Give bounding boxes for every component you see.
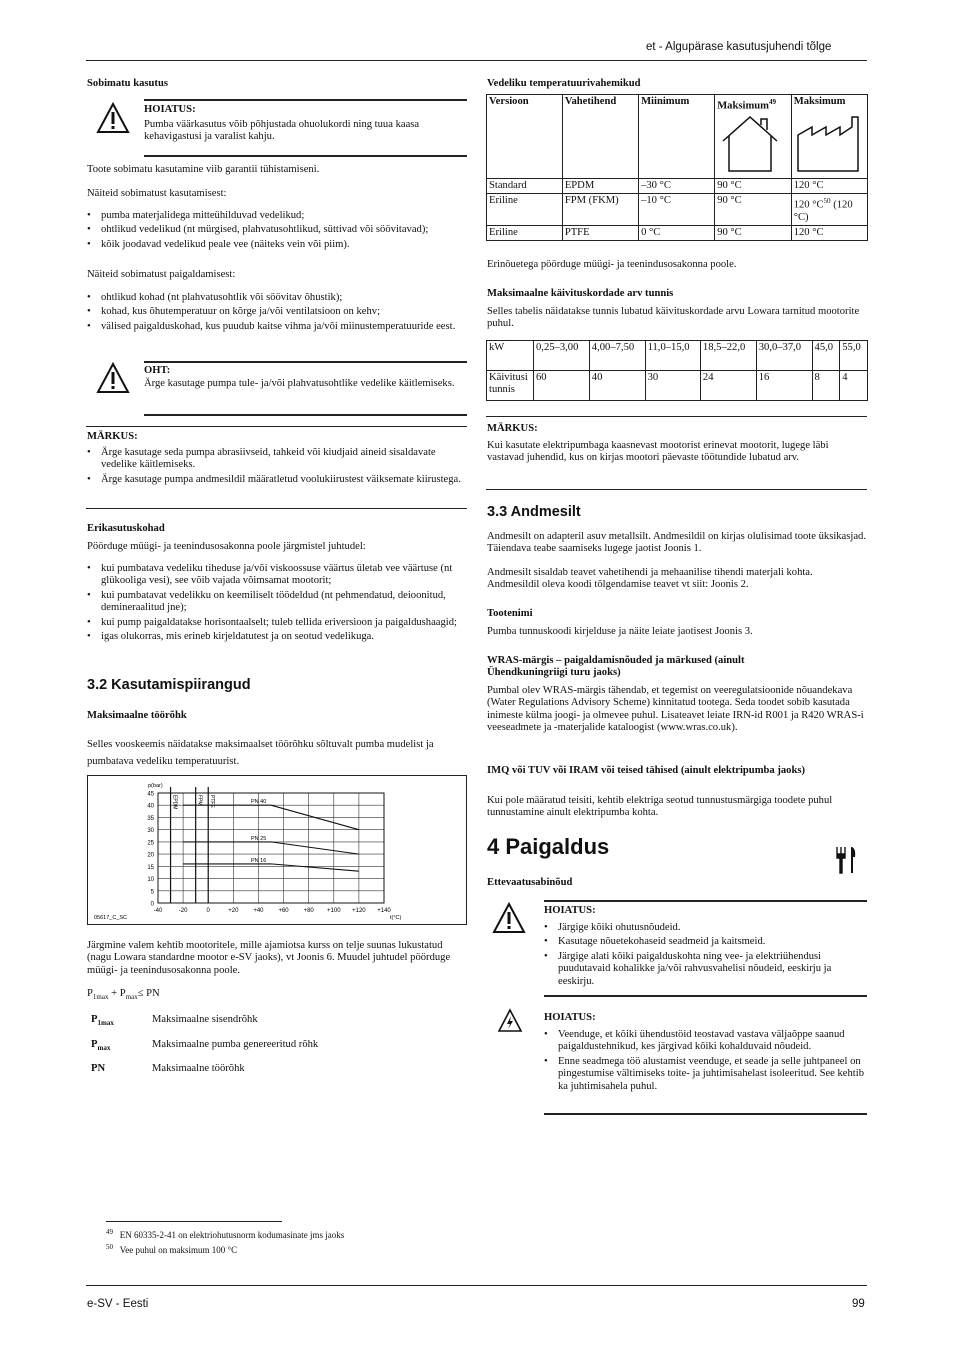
starts-title: Maksimaalne käivituskordade arv tunnis	[487, 288, 674, 299]
factory-icon	[794, 113, 864, 175]
note2-rule-top	[486, 416, 867, 417]
legend-symbol: PN	[91, 1063, 106, 1075]
plate-p2: Andmesilt sisaldab teavet vahetihendi ja mehaanilise tihendi materjali kohta. Andmesildil oleva koodi tõlgendamise teavet vt siit: Joonis 2.	[487, 567, 813, 591]
table-row	[487, 179, 868, 194]
table-cell: 18,5–22,0	[700, 341, 756, 371]
temp-table	[486, 94, 868, 241]
table-cell: 55,0	[840, 341, 868, 371]
temp-note: Erinõuetega pöörduge müügi- ja teenindusosakonna poole.	[487, 259, 737, 270]
series-label: PN 16	[251, 857, 267, 864]
house-icon	[719, 113, 781, 175]
material-label: EPDM	[171, 795, 178, 810]
install-list	[87, 292, 462, 335]
legend-desc: Maksimaalne töörõhk	[152, 1063, 245, 1075]
danger-title: OHT:	[144, 365, 171, 376]
list-item: • kui pumbatava vedeliku tiheduse ja/või viskoossuse väärtus ületab vee väärtuse (nt glükooliga vesi), see võib vajada võimsamat mootorit;	[87, 563, 465, 588]
warn2-title: HOIATUS:	[544, 905, 596, 916]
table-cell: 4,00–7,50	[589, 341, 645, 371]
warranty-text: Toote sobimatu kasutamine viib garantii tühistamiseni.	[87, 164, 320, 175]
warn2-rule-top	[544, 900, 867, 902]
page-number: 99	[852, 1298, 865, 1310]
chart-code: 05617_C_SC	[94, 915, 128, 921]
product-name-text: Pumba tunnuskoodi kirjelduse ja näite leiate jaotisest Joonis 3.	[487, 626, 753, 637]
legend-desc: Maksimaalne sisendrõhk	[152, 1014, 258, 1025]
table-cell: 16	[756, 371, 812, 401]
header-rule	[86, 60, 867, 61]
table-cell: 40	[589, 371, 645, 401]
warning1-text: Pumba väärkasutus võib põhjustada ohuolukordi ning tuua kaasa kehavigastusi ja varalist kahju.	[144, 119, 420, 143]
note2-text: Kui kasutate elektripumbaga kaasnevast mootorist erinevat mootorit, lugege läbi vastavad juhendid, kus on kirjas mootori päevaste töötundide lubatud arv.	[487, 440, 829, 464]
special-intro: Pöörduge müügi- ja teenindusosakonna poole järgmistel juhtudel:	[87, 541, 366, 552]
table-cell: 11,0–15,0	[645, 341, 700, 371]
table-cell: 120 °C	[791, 225, 867, 240]
product-name-title: Tootenimi	[487, 608, 533, 619]
table-cell: EPDM	[562, 179, 638, 194]
list-item: • Ärge kasutage seda pumpa abrasiivseid, tahkeid või kiudjaid aineid sisaldavate vedelike käitlemiseks.	[87, 447, 467, 472]
section-3-2-heading: 3.2 Kasutamispiirangud	[87, 677, 251, 693]
table-cell: 45,0	[812, 341, 840, 371]
table-row	[487, 225, 868, 240]
series-line	[183, 864, 359, 871]
tools-icon	[834, 845, 858, 875]
table-header-cell: Vahetihend	[562, 95, 638, 179]
x-tick-label: -40	[153, 908, 163, 914]
x-tick-label: 0	[206, 908, 210, 914]
special-list	[87, 563, 465, 645]
warn2-list	[544, 922, 867, 990]
table-cell: 30	[645, 371, 700, 401]
list-item: • välised paigalduskohad, kus puudub kaitse vihma ja/või miinustemperatuuride eest.	[87, 321, 462, 333]
plate-p1: Andmesilt on adapteril asuv metallsilt. Andmesildil on kirjas olulisimad toote üksikasjad. Täiendava teabe saamiseks lugege jaotist Joonis 1.	[487, 531, 866, 555]
table-cell: 120 $^\circ C^{50}$ (120 °C)	[791, 194, 867, 226]
table-cell: –30 °C	[639, 179, 715, 194]
table-cell: 90 °C	[715, 225, 792, 240]
note-title: MÄRKUS:	[87, 431, 138, 442]
y-tick-label: 45	[147, 791, 154, 798]
series-line	[183, 842, 359, 854]
y-tick-label: 10	[147, 877, 154, 884]
list-item: • ohtlikud vedelikud (nt mürgised, plahvatusohtlikud, süttivad või söövitavad);	[87, 224, 462, 236]
y-tick-label: 15	[147, 864, 154, 871]
list-item: • Järgige kõiki ohutusnõudeid.	[544, 922, 867, 934]
table-cell: kW	[487, 341, 534, 371]
x-tick-label: +120	[352, 908, 366, 914]
list-item: • kui pumbatavat vedelikku on keemiliselt töödeldud (nt pehmendatud, deioonitud, demineraalitud jne);	[87, 590, 465, 615]
table-row	[487, 341, 868, 371]
note-rule-bottom	[86, 508, 467, 509]
list-item: • kõik joodavad vedelikud peale vee (näiteks vein või piim).	[87, 239, 462, 251]
list-item: • igas olukorras, mis erineb kirjeldatutest ja on seotud vedelikuga.	[87, 631, 465, 643]
table-header-cell: Versioon	[487, 95, 563, 179]
legend-row	[91, 1063, 461, 1075]
table-row	[487, 194, 868, 226]
table-cell: 120 °C	[791, 179, 867, 194]
legend-table	[91, 1014, 461, 1075]
list-item: • Enne seadmega töö alustamist veenduge, et seade ja selle juhtpaneel on pingestumise vältimiseks toite- ja juhtimisahelast isoleeritud. See kehtib ka juhtimisahela puhul.	[544, 1056, 867, 1093]
table-header-row	[487, 95, 868, 179]
footnotes	[106, 1227, 344, 1256]
note-rule-top	[86, 426, 467, 427]
table-cell: 24	[700, 371, 756, 401]
wras-text: Pumbal olev WRAS-märgis tähendab, et tegemist on veeregulatsioonide nõuandekava (Water Regulations Advisory Scheme) kinnitatud tootega. Seda toodet sobib kasutada inimeste külma joogi- ja olmevee puhul. Lisateavet leiate IRN-id R001 ja R420 WRAS-i veeseadmete ja -materjalide kataloogist (www.wras.co.uk).	[487, 685, 864, 734]
table-cell: 90 °C	[715, 179, 792, 194]
precautions-title: Ettevaatusabinõud	[487, 877, 573, 888]
section-4-heading: 4 Paigaldus	[487, 834, 610, 859]
legend-row	[91, 1039, 461, 1055]
special-title: Erikasutuskohad	[87, 523, 165, 534]
material-label: PTFE	[209, 795, 216, 808]
footnote: $^{50}$ Vee puhul on maksimum 100 °C	[106, 1242, 238, 1255]
footnote-rule	[106, 1221, 282, 1222]
list-item: • kui pump paigaldatakse horisontaalselt; tuleb tellida eriversioon ja paigaldushaagid;	[87, 617, 465, 629]
danger-rule-top	[144, 361, 467, 363]
legend-symbol: $P_{max}$	[91, 1038, 111, 1052]
note2-title: MÄRKUS:	[487, 423, 538, 434]
x-tick-label: +140	[377, 908, 391, 914]
footer-left: e-SV - Eesti	[87, 1298, 149, 1310]
section-3-3-heading: 3.3 Andmesilt	[487, 504, 581, 520]
legend-symbol: $P_{1max}$	[91, 1014, 114, 1028]
page-header: et - Algupärase kasutusjuhendi tõlge	[646, 41, 832, 53]
x-tick-label: -20	[178, 908, 188, 914]
table-cell: 0 °C	[639, 225, 715, 240]
table-cell: 8	[812, 371, 840, 401]
warning-triangle-icon	[492, 902, 526, 934]
danger-triangle-icon	[96, 362, 130, 394]
starts-table	[486, 340, 868, 401]
danger-rule-bottom	[144, 414, 467, 416]
y-tick-label: 30	[147, 828, 154, 835]
y-tick-label: 5	[150, 889, 154, 896]
starts-text: Selles tabelis näidatakse tunnis lubatud käivituskordade arvu Lowara tarnitud mootorite puhul.	[487, 306, 860, 330]
table-cell: FPM (FKM)	[562, 194, 638, 226]
footnote: $^{49}$ EN 60335-2-41 on elektriohutusnorm kodumasinate jms jaoks	[106, 1228, 345, 1240]
warning1-title: HOIATUS:	[144, 104, 196, 115]
note-list	[87, 447, 467, 488]
y-tick-label: 35	[147, 815, 154, 822]
x-tick-label: +60	[278, 908, 289, 914]
maxpressure-text: Selles vooskeemis näidatakse maksimaalset töörõhku sõltuvalt pumba mudelist ja pumbatava vedeliku temperatuurist.	[87, 739, 434, 767]
x-tick-label: +40	[253, 908, 264, 914]
list-item: • kohad, kus õhutemperatuur on kõrge ja/või ventilatsioon on kehv;	[87, 306, 462, 318]
table-cell: 0,25–3,00	[534, 341, 590, 371]
x-tick-label: +100	[327, 908, 341, 914]
pressure-chart	[88, 776, 464, 922]
imq-text: Kui pole määratud teisiti, kehtib elektriga seotud tunnustusmärgiga toodete puhul tunnustamine ainult elektripumba kohta.	[487, 795, 833, 819]
formula: $P_{1max} + P_{max}\le$ PN	[87, 988, 160, 1002]
table-header-cell: Miinimum	[639, 95, 715, 179]
examples-use-text: Näiteid sobimatust kasutamisest:	[87, 188, 227, 199]
table-cell: PTFE	[562, 225, 638, 240]
table-row	[487, 371, 868, 401]
y-tick-label: 20	[147, 852, 154, 859]
x-tick-label: +80	[303, 908, 314, 914]
warning-rule-top	[144, 99, 467, 101]
x-tick-label: +20	[228, 908, 239, 914]
warning-triangle-icon	[96, 102, 130, 134]
use-list	[87, 210, 462, 253]
maxpressure-title: Maksimaalne töörõhk	[87, 710, 187, 721]
danger-text: Ärge kasutage pumpa tule- ja/või plahvatusohtlike vedelike käitlemiseks.	[144, 378, 455, 389]
note2-rule-bottom	[486, 489, 867, 490]
list-item: • Ärge kasutage pumpa andmesildil määratletud voolukiirustest väiksemate kiirustega.	[87, 474, 467, 486]
temp-table-title: Vedeliku temperatuurivahemikud	[487, 78, 641, 89]
y-tick-label: 25	[147, 840, 154, 847]
y-tick-label: 40	[147, 803, 154, 810]
table-cell: Käivitusi tunnis	[487, 371, 534, 401]
y-axis-label: p(bar)	[148, 783, 163, 789]
wras-title: WRAS-märgis – paigaldamisnõuded ja märkused (ainult Ühendkuningriigi turu jaoks)	[487, 655, 745, 679]
footer-rule	[86, 1285, 867, 1286]
table-header-cell: Maksimum	[791, 95, 867, 179]
legend-desc: Maksimaalne pumba genereeritud rõhk	[152, 1038, 319, 1050]
table-cell: 90 °C	[715, 194, 792, 226]
y-tick-label: 0	[150, 901, 154, 908]
formula-intro: Järgmine valem kehtib mootoritele, mille ajamiotsa kurss on telje suunas lukustatud (nagu Lowara standardne mootor e-SV jaoks), vt Joonis 6. Muudel juhtudel pöörduge müügi- ja teenindusosakonna poole.	[87, 940, 451, 976]
warn3-rule-bottom	[544, 1113, 867, 1115]
table-cell: Eriline	[487, 225, 563, 240]
chart-plot-border	[158, 793, 384, 903]
list-item: • Veenduge, et kõiki ühendustöid teostavad vastava väljaõppe saanud paigaldustehnikud, kes järgivad kõiki kohalduvaid nõudeid.	[544, 1029, 867, 1054]
misuse-title: Sobimatu kasutus	[87, 78, 168, 89]
list-item: • Järgige alati kõiki paigalduskohta ning vee- ja elektriühendusi puudutavaid kohalikke ja/või rahvusvahelisi nõudeid, eeskirju ja eeskirju.	[544, 951, 867, 988]
legend-row	[91, 1014, 461, 1030]
table-cell: –10 °C	[639, 194, 715, 226]
warn3-list	[544, 1029, 867, 1095]
warn3-title: HOIATUS:	[544, 1012, 596, 1023]
examples-install-text: Näiteid sobimatust paigaldamisest:	[87, 269, 236, 280]
series-label: PN 40	[251, 799, 267, 806]
electrical-hazard-icon	[497, 1008, 523, 1034]
material-label: FPM	[196, 795, 203, 806]
table-cell: 4	[840, 371, 868, 401]
list-item: • pumba materjalidega mitteühilduvad vedelikud;	[87, 210, 462, 222]
table-cell: Standard	[487, 179, 563, 194]
imq-title: IMQ või TUV või IRAM või teised tähised (ainult elektripumba jaoks)	[487, 765, 806, 776]
table-cell: 60	[534, 371, 590, 401]
table-cell: Eriline	[487, 194, 563, 226]
series-label: PN 25	[251, 835, 267, 842]
table-cell: 30,0–37,0	[756, 341, 812, 371]
x-axis-label: t(°C)	[390, 915, 402, 921]
warning-rule-bottom	[144, 155, 467, 157]
warn2-rule-bottom	[544, 995, 867, 997]
list-item: • ohtlikud kohad (nt plahvatusohtlik või söövitav õhustik);	[87, 292, 462, 304]
table-header-cell: Maksimum$^{49}$	[715, 95, 792, 179]
list-item: • Kasutage nõuetekohaseid seadmeid ja kaitsmeid.	[544, 936, 867, 948]
